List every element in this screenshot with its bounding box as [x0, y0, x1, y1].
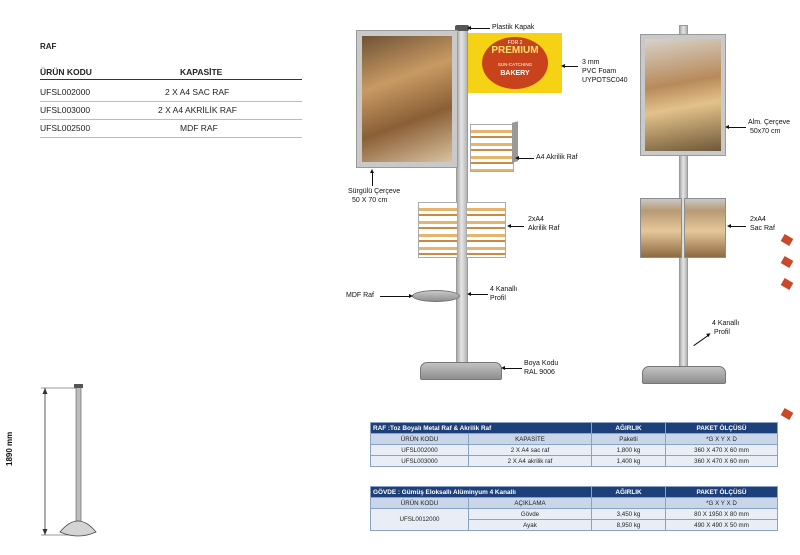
callout-pvc-1: 3 mm	[582, 59, 600, 66]
callout-kanal-2: Profil	[490, 295, 506, 302]
cell-capacity: MDF RAF	[180, 123, 218, 133]
callout-kanal-1: 4 Kanallı	[490, 286, 518, 293]
stand1-frame	[356, 30, 458, 168]
callout-alm-2: 50x70 cm	[750, 128, 781, 135]
col-paket: PAKET ÖLÇÜSÜ	[666, 423, 778, 434]
acrylic-shelf-right	[466, 202, 506, 258]
callout-plastik-kapak: Plastik Kapak	[492, 24, 535, 31]
callout-akrilik2-2: Akrilik Raf	[528, 225, 560, 232]
callout-boya-1: Boya Kodu	[524, 360, 559, 367]
callout-a4-akrilik: A4 Akrilik Raf	[536, 154, 578, 161]
diagram-pole	[76, 386, 81, 528]
table-row: UFSL0012000 Gövde 3,450 kg 80 X 1950 X 80 mm	[371, 509, 778, 520]
table-row: UFSL003000 2 X A4 akrilik raf 1,400 kg 360 X 470 X 60 mm	[371, 456, 778, 467]
sac-shelf-left	[640, 198, 682, 258]
sign-line1: FOR 2	[507, 40, 523, 46]
callout-alm-1: Alm. Çerçeve	[748, 119, 791, 126]
header-kapasite: KAPASİTE	[180, 67, 223, 77]
table-row: Ayak 8,950 kg 490 X 490 X 50 mm	[371, 520, 778, 531]
header-urun-kodu: ÜRÜN KODU	[40, 67, 92, 77]
cell-code: UFSL003000	[40, 105, 91, 115]
cropped-mark	[781, 408, 794, 420]
sac-shelf-right	[684, 198, 726, 258]
table-row: UFSL002000 2 X A4 sac raf 1,800 kg 360 X 470 X 60 mm	[371, 445, 778, 456]
raf-title: RAF	[40, 42, 57, 51]
callout-sac-2: Sac Raf	[750, 225, 775, 232]
callout-kanal2-2: Profil	[714, 329, 730, 336]
stand2-base	[642, 366, 726, 384]
height-diagram	[20, 380, 120, 545]
diagram-cap	[74, 384, 83, 388]
stand2-frame	[640, 34, 726, 156]
sign-line2: PREMIUM	[491, 45, 539, 56]
raf-spec-title: RAF :Toz Boyalı Metal Raf & Akrilik Raf	[371, 423, 592, 434]
callout-surgulu-1: Sürgülü Çerçeve	[348, 188, 401, 195]
table-row	[40, 120, 302, 138]
cell-code: UFSL002500	[40, 123, 91, 133]
premium-sign	[468, 33, 562, 93]
callout-kanal2-1: 4 Kanallı	[712, 320, 740, 327]
stand1-base	[420, 362, 502, 380]
table-row	[40, 84, 302, 102]
callout-sac-1: 2xA4	[750, 216, 766, 223]
govde-spec-title: GÖVDE : Gümüş Eloksallı Alüminyum 4 Kanallı	[371, 487, 592, 498]
cell-capacity: 2 X A4 AKRİLİK RAF	[158, 105, 237, 115]
acrylic-shelf-left	[418, 202, 458, 258]
sign-line4: BAKERY	[500, 70, 530, 77]
callout-pvc-2: PVC Foam	[582, 68, 617, 75]
callout-surgulu-2: 50 X 70 cm	[352, 197, 388, 204]
diagram-base	[60, 521, 96, 536]
callout-pvc-3: UYPOTSC040	[582, 77, 628, 84]
cropped-mark	[781, 278, 794, 290]
mdf-shelf	[412, 290, 460, 302]
raf-spec-table: RAF :Toz Boyalı Metal Raf & Akrilik Raf AĞIRLIK PAKET ÖLÇÜSÜ ÜRÜN KODU KAPASİTE Paketli *G X Y X D UFSL002000 2 X A4 sac raf 1,800 kg 360 X 470 X 60 mm UFSL003000 2 X A4 akrilik raf 1,400 kg 360 X 470 X 60 mm	[370, 422, 778, 467]
col-agirlik: AĞIRLIK	[592, 423, 666, 434]
sign-line3: SUN-CATCHING	[497, 62, 533, 67]
height-label: 1890 mm	[5, 431, 14, 466]
cell-code: UFSL002000	[40, 87, 91, 97]
govde-spec-table: GÖVDE : Gümüş Eloksallı Alüminyum 4 Kanallı AĞIRLIK PAKET ÖLÇÜSÜ ÜRÜN KODU AÇIKLAMA *G X Y X D UFSL0012000 Gövde 3,450 kg 80 X 1950 X 80 mm Ayak 8,950 kg 490 X 490 X 50 mm	[370, 486, 778, 531]
callout-boya-2: RAL 9006	[524, 369, 555, 376]
bread-poster	[362, 36, 452, 162]
callout-akrilik2-1: 2xA4	[528, 216, 544, 223]
cropped-mark	[781, 234, 794, 246]
col-agirlik: AĞIRLIK	[592, 487, 666, 498]
table-row	[40, 102, 302, 120]
a4-acrylic-shelf	[470, 124, 514, 172]
col-paket: PAKET ÖLÇÜSÜ	[666, 487, 778, 498]
cell-capacity: 2 X A4 SAC RAF	[165, 87, 230, 97]
croissant-poster	[645, 39, 721, 151]
callout-mdf: MDF Raf	[346, 292, 374, 299]
cropped-mark	[781, 256, 794, 268]
raf-table-header	[40, 66, 302, 80]
